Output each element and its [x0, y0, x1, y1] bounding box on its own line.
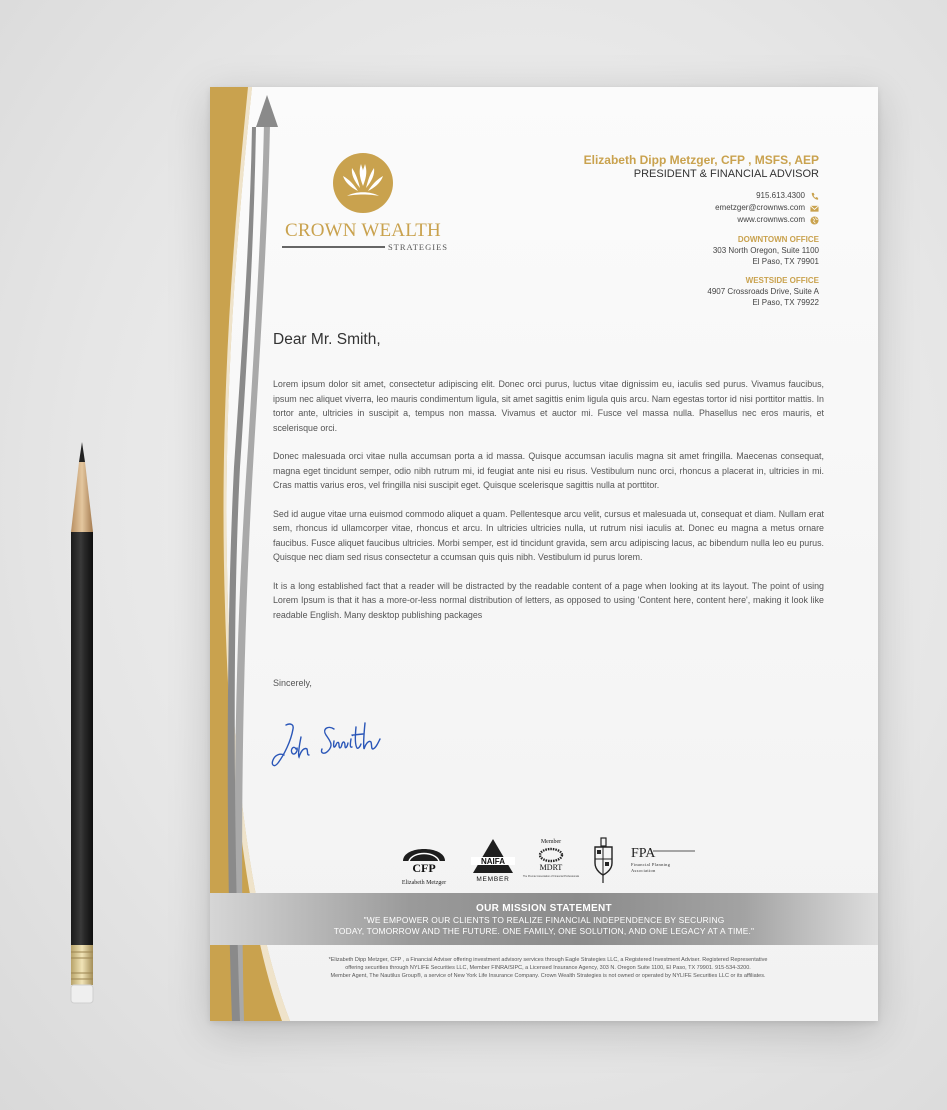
coat-of-arms-badge	[595, 838, 612, 883]
mdrt-sub: The Premier Association of Financial Professionals	[522, 875, 580, 878]
company-logo	[278, 152, 448, 252]
phone-icon	[810, 192, 819, 201]
mdrt-badge	[523, 839, 580, 878]
mission-line-2: TODAY, TOMORROW AND THE FUTURE. ONE FAMILY, ONE SOLUTION, AND ONE LEGACY AT A TIME."	[333, 926, 755, 936]
fpa-line1: Financial Planning	[631, 862, 671, 867]
downtown-office-city: El Paso, TX 79901	[752, 257, 819, 266]
advisor-name: Elizabeth Dipp Metzger, CFP , MSFS, AEP	[583, 153, 819, 167]
logo-divider	[282, 246, 385, 248]
advisor-title: PRESIDENT & FINANCIAL ADVISOR	[633, 168, 819, 180]
naifa-member: MEMBER	[476, 876, 510, 883]
body-paragraph: Donec malesuada orci vitae nulla accumsan porta a id massa. Quisque accumsan iaculis magna sit amet fringilla. Maecenas consequat, magna eget tincidunt semper, odio nibh rutrum mi, id feugiat ante nisi eu risus. Vestibulum nunc orci, rhoncus a placerat in, ultricies in mi. Cras mattis varius eros, vel fringilla nisi suscipit eget. Quisque scelerisque sagittis nulla at porttitor.	[273, 451, 824, 490]
westside-office-heading: WESTSIDE OFFICE	[745, 276, 819, 285]
handwritten-signature	[268, 715, 388, 775]
mdrt-mark: MDRT	[539, 863, 563, 872]
mission-statement-band	[210, 893, 878, 945]
legal-disclaimer	[268, 956, 828, 980]
fpa-line2: Association	[631, 868, 656, 873]
cfp-mark: CFP	[412, 861, 436, 875]
naifa-badge	[471, 839, 515, 883]
cfp-badge	[402, 849, 446, 886]
letter-body	[273, 377, 824, 636]
pencil-image	[68, 440, 96, 1006]
mdrt-top: Member	[540, 839, 562, 845]
phone-number: 915.613.4300	[756, 191, 805, 200]
naifa-mark: NAIFA	[481, 857, 505, 866]
website-url: www.crownws.com	[737, 215, 805, 224]
disclaimer-line-1: *Elizabeth Dipp Metzger, CFP , a Financial Adviser offering investment advisory services through Eagle Strategies LLC, a Registered Investment Adviser. Registered Representative	[328, 957, 768, 963]
fpa-mark: FPA	[631, 846, 656, 861]
downtown-office-heading: DOWNTOWN OFFICE	[737, 235, 819, 244]
logo-name: CROWN WEALTH	[285, 220, 441, 241]
professional-badges	[395, 835, 715, 891]
body-paragraph: It is a long established fact that a reader will be distracted by the readable content of a page when looking at its layout. The point of using Lorem Ipsum is that it has a more-or-less normal distribution of letters, as opposed to using 'Content here, content here', making it look like readable English. Many desktop publishing packages	[273, 580, 824, 620]
mission-heading: OUR MISSION STATEMENT	[476, 903, 612, 914]
body-paragraph: Sed id augue vitae urna euismod commodo aliquet a quam. Pellentesque arcu velit, cursus et malesuada ut, consequat et diam. Nullam erat sem, rhoncus id ullamcorper vitae, rhoncus et arcu. In ultricies ultricies nulla, ut rutrum nisi iaculis at. Donec eu magna a metus ornare faucibus. Fusce aliquet faucibus ultricies. Morbi semper, est id tincidunt gravida, sem arcu adipiscing lacus, ac bibendum nulla leo eu purus. Quisque nec diam sed risus consectetur a ccumsan quis quis nibh. Vestibulum id purus lorem.	[273, 508, 824, 562]
westside-office-city: El Paso, TX 79922	[752, 298, 819, 307]
globe-icon	[810, 216, 819, 225]
salutation: Dear Mr. Smith,	[273, 331, 381, 348]
disclaimer-line-2: offering securities through NYLIFE Securities LLC, Member FINRA/SIPC, a Licensed Insurance Agency, 303 N. Oregon Suite 1100, El Paso, TX 79901. 915-534-3200.	[345, 965, 751, 971]
email-icon	[810, 204, 819, 213]
letterhead-page	[210, 87, 878, 1021]
contact-block	[584, 153, 819, 308]
downtown-office-street: 303 North Oregon, Suite 1100	[712, 246, 819, 255]
closing: Sincerely,	[273, 678, 312, 688]
body-paragraph: Lorem ipsum dolor sit amet, consectetur adipiscing elit. Donec orci purus, luctus vitae dignissim eu, iaculis sed purus. Vivamus faucibus, ipsum nec aliquet viverra, leo mauris condimentum ligula, sit amet sagittis enim ligula quis arcu. Nam egestas tortor id nisi porttitor mattis. In tortor ante, ultricies in suscipit a, tempus non massa. Vivamus et auctor mi. Fusce vel massa nulla. Phasellus nec eros mauris, et scelerisque orci.	[273, 379, 824, 433]
cfp-name: Elizabeth Metzger	[401, 880, 447, 886]
fpa-badge	[631, 846, 695, 873]
disclaimer-line-3: Member Agent, The Nautilus Group®, a service of New York Life Insurance Company. Crown Wealth Strategies is not owned or operated by NYLIFE Securities LLC or its affiliates.	[330, 973, 766, 979]
email-address: emetzger@crownws.com	[715, 203, 805, 212]
logo-tagline: STRATEGIES	[387, 242, 448, 252]
westside-office-street: 4907 Crossroads Drive, Suite A	[707, 287, 819, 296]
mission-line-1: "WE EMPOWER OUR CLIENTS TO REALIZE FINANCIAL INDEPENDENCE BY SECURING	[363, 915, 725, 925]
crown-icon	[330, 152, 396, 214]
